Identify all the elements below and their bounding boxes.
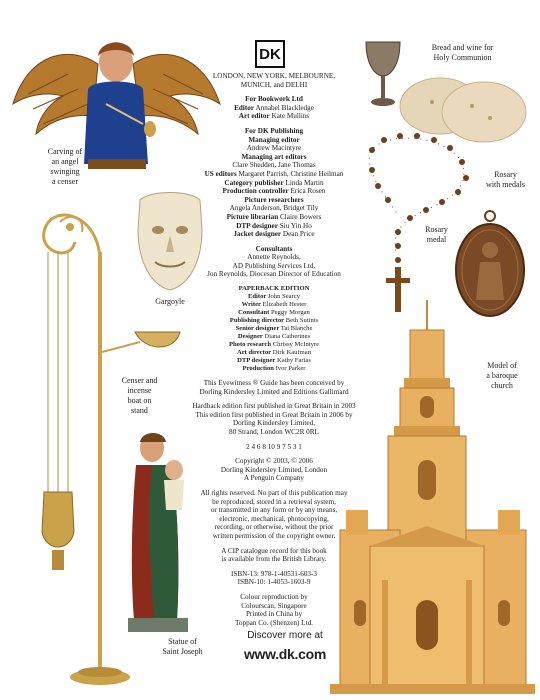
colour-line: Toppan Co. (Shenzen) Ltd. — [235, 618, 313, 627]
published-line: Hardback edition first published in Great Britain in 2003 — [192, 402, 356, 411]
credit-line: Photo research Chrissy McIntyre — [228, 341, 320, 349]
credit-name: Clare Shedden, Jane Thomas — [232, 161, 316, 170]
credit-role: Picture researchers — [244, 195, 304, 204]
published-line: 80 Strand, London WC2R 0RL — [229, 428, 319, 437]
caption-joseph: Statue of Saint Joseph — [162, 637, 203, 656]
conceived-line: Dorling Kindersley Limited and Editions Gallimard — [199, 387, 349, 396]
credit-line: Consultant Peggy Morgan — [238, 309, 310, 317]
bookwork-heading: For Bookwork Ltd — [245, 95, 303, 104]
dk-heading: For DK Publishing — [244, 126, 304, 135]
credit-role: Managing art editors — [241, 152, 307, 161]
website-link[interactable]: www.dk.com — [243, 646, 327, 662]
caption-church: Model of a baroque church — [486, 361, 518, 390]
caption-rosary: Rosary with medals — [486, 170, 525, 189]
paperback-heading: PAPERBACK EDITION — [238, 285, 310, 293]
consultant-line: Annette Reynolds, — [247, 253, 301, 262]
credit-line: Production Ivor Parker — [242, 365, 306, 373]
discover-more-text: Discover more at — [247, 630, 323, 641]
print-line: 2 4 6 8 10 9 7 5 3 1 — [246, 442, 302, 451]
rights-line: recording, or otherwise, without the prior — [214, 523, 334, 532]
credit-line: Writer Elizabeth Hester — [241, 301, 307, 309]
isbn-line: ISBN-13: 978-1-40531-603-3 — [230, 569, 318, 578]
credit-line: Editor Annabel Blackledge — [234, 103, 314, 112]
conceived-line: This Eyewitness ® Guide has been conceived by — [203, 379, 345, 388]
credit-line: Senior designer Tai Blanche — [235, 325, 313, 333]
cip-line: A CIP catalogue record for this book — [221, 546, 327, 555]
credit-line: Art director Dirk Kaufman — [236, 349, 312, 357]
credit-role: Managing editor — [248, 135, 300, 144]
consultant-line: AD Publishing Services Ltd, — [232, 261, 316, 270]
baroque-church-image — [330, 300, 535, 695]
credit-line: DTP designer Kathy Farias — [237, 357, 311, 365]
credit-line: Art editor Kate Mullins — [238, 112, 310, 121]
colour-line: Printed in China by — [245, 610, 303, 619]
copyright-line: A Penguin Company — [244, 474, 304, 483]
copyright-line: Dorling Kindersley Limited, London — [220, 465, 328, 474]
credit-line: Designer Diana Catherines — [237, 333, 311, 341]
rights-line: electronic, mechanical, photocopying, — [219, 514, 329, 523]
caption-angel: Carving of an angel swinging a censer — [47, 147, 83, 186]
credit-line: Category publisher Linda Martin — [224, 178, 324, 187]
rights-line: or transmitted in any form or by any means, — [210, 506, 338, 515]
credit-line: Publishing director Beth Sutinis — [229, 317, 319, 325]
caption-medal: Rosary medal — [425, 225, 448, 244]
credit-line: Editor John Searcy — [247, 293, 301, 301]
isbn-line: ISBN-10: 1-4053-1603-9 — [237, 578, 311, 587]
dk-logo: DK — [255, 40, 285, 68]
published-line: Dorling Kindersley Limited, — [232, 419, 316, 428]
caption-gargoyle: Gargoyle — [155, 297, 185, 306]
published-line: This edition first published in Great Britain in 2006 by — [195, 410, 353, 419]
credit-line: Picture librarian Claire Bowers — [226, 212, 322, 221]
rights-line: be reproduced, stored in a retrieval system, — [212, 497, 336, 506]
colour-line: Colour reproduction by — [240, 592, 308, 601]
credit-line: DTP designer Siu Yin Ho — [236, 221, 312, 230]
credit-line: Production controller Erica Rosen — [222, 187, 326, 196]
colour-line: Colourscan, Singapore — [241, 601, 307, 610]
consultants-heading: Consultants — [255, 244, 293, 253]
consultant-line: Jon Reynolds, Diocesan Director of Education — [207, 270, 341, 279]
credit-name: Andrew Macintyre — [246, 144, 302, 153]
publisher-cities: LONDON, NEW YORK, MELBOURNE, MUNICH, and DELHI — [212, 72, 336, 89]
copyright-line: Copyright © 2003, © 2006 — [235, 457, 313, 466]
caption-bread: Bread and wine for Holy Communion — [431, 43, 494, 62]
rights-line: written permission of the copyright owner. — [212, 531, 336, 540]
rights-line: All rights reserved. No part of this publication may — [200, 489, 348, 497]
credits-column — [190, 72, 358, 627]
caption-censer: Censer and incense boat on stand — [121, 376, 158, 415]
credit-line: Jacket designer Dean Price — [233, 230, 315, 239]
cip-line: is available from the British Library. — [221, 555, 327, 564]
credit-line: US editors Margaret Parrish, Christine Heilman — [204, 169, 344, 178]
credit-name: Angela Anderson, Bridget Tily — [229, 204, 319, 213]
